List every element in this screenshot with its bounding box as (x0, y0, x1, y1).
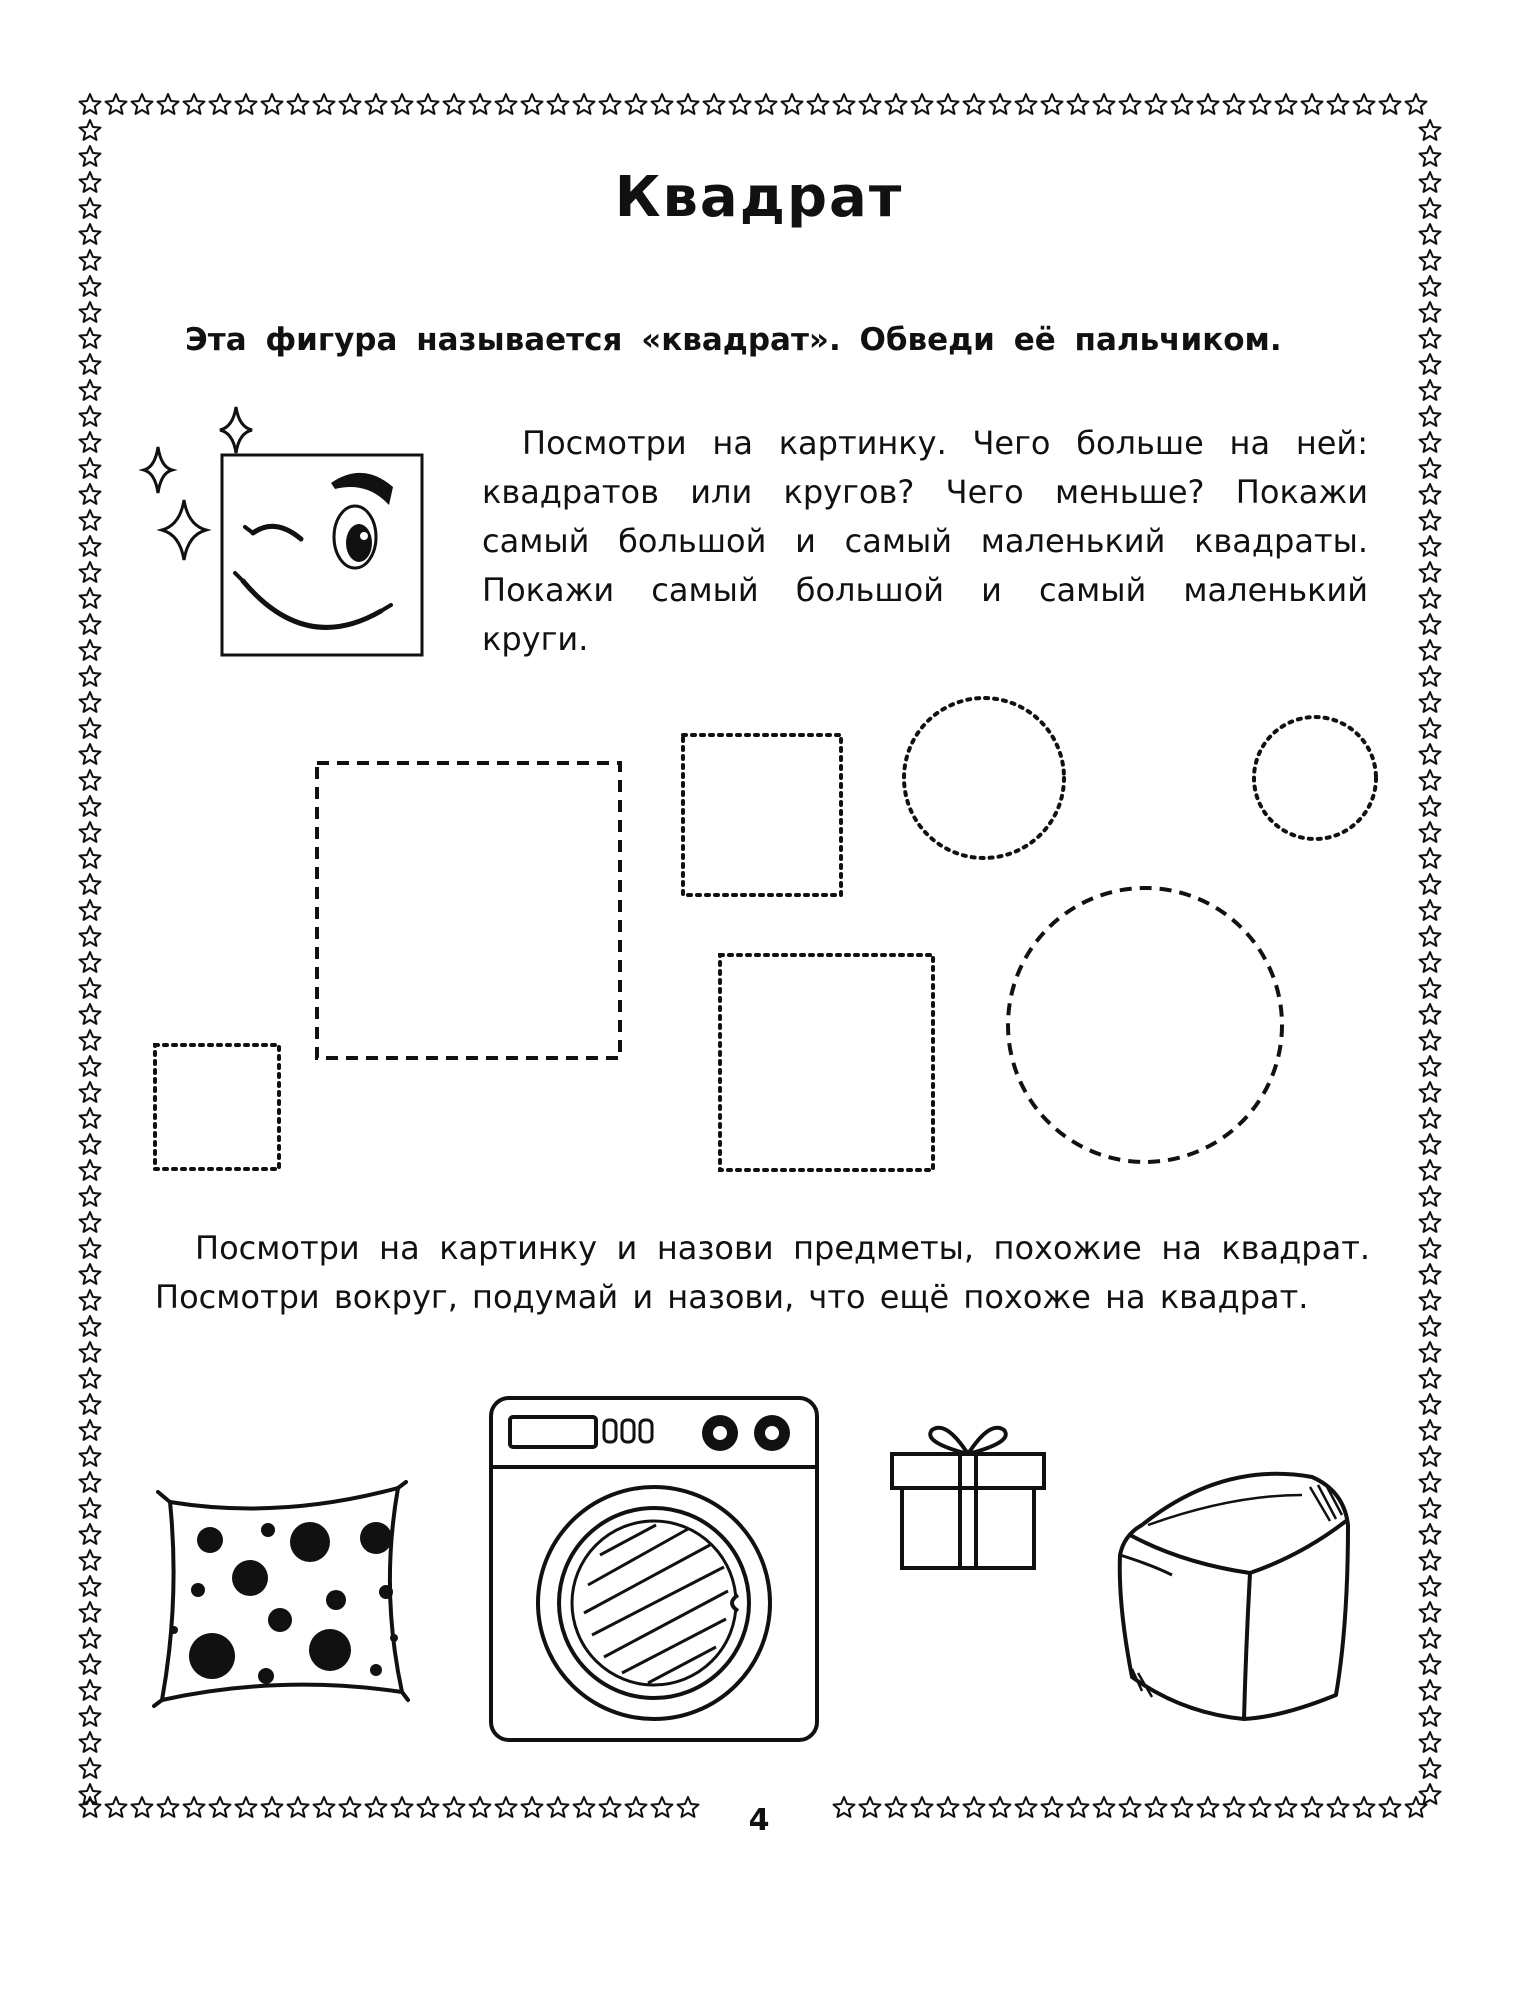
border-star-icon (184, 94, 205, 114)
border-star-icon (1420, 536, 1441, 556)
border-star-icon (80, 1498, 101, 1518)
border-star-icon (1420, 952, 1441, 972)
border-star-icon (80, 328, 101, 348)
border-star-icon (1420, 640, 1441, 660)
border-star-icon (80, 1238, 101, 1258)
border-star-icon (1420, 1732, 1441, 1752)
border-star-icon (340, 94, 361, 114)
border-star-icon (938, 94, 959, 114)
border-star-icon (314, 94, 335, 114)
border-star-icon (1420, 562, 1441, 582)
border-star-icon (80, 588, 101, 608)
border-star-icon (80, 1602, 101, 1622)
border-star-icon (1420, 1342, 1441, 1362)
sparkle-icon (144, 447, 172, 493)
border-star-icon (1420, 1316, 1441, 1336)
border-star-icon (80, 640, 101, 660)
border-star-icon (860, 94, 881, 114)
border-star-icon (1420, 1446, 1441, 1466)
border-star-icon (80, 1446, 101, 1466)
paragraph-find-objects: Посмотри на картинку и назови предметы, похожие на квадрат. Посмотри вокруг, подумай и назови, что ещё похоже на квадрат. (155, 1229, 1370, 1316)
border-star-icon (210, 94, 231, 114)
winking-square-character-icon (135, 405, 435, 675)
border-star-icon (1420, 458, 1441, 478)
pillow-icon (150, 1480, 410, 1710)
border-star-icon (80, 1576, 101, 1596)
border-star-icon (1420, 1576, 1441, 1596)
border-star-icon (1420, 146, 1441, 166)
border-star-icon (652, 94, 673, 114)
border-star-icon (1420, 744, 1441, 764)
border-star-icon (1420, 1290, 1441, 1310)
border-star-icon (80, 1524, 101, 1544)
border-star-icon (1420, 1264, 1441, 1284)
border-star-icon (1328, 94, 1349, 114)
border-star-icon (1420, 302, 1441, 322)
border-star-icon (80, 1108, 101, 1128)
border-star-icon (80, 536, 101, 556)
border-star-icon (80, 1160, 101, 1180)
border-star-icon (80, 1082, 101, 1102)
border-star-icon (366, 94, 387, 114)
border-star-icon (80, 146, 101, 166)
border-star-icon (444, 94, 465, 114)
border-star-icon (1420, 978, 1441, 998)
border-star-icon (80, 1056, 101, 1076)
border-star-icon (1420, 822, 1441, 842)
border-star-icon (1042, 94, 1063, 114)
border-star-icon (1420, 1030, 1441, 1050)
sparkle-icon (220, 407, 252, 453)
border-star-icon (80, 1030, 101, 1050)
border-star-icon (1420, 484, 1441, 504)
page-title: Квадрат (614, 165, 904, 230)
border-star-icon (808, 94, 829, 114)
border-star-icon (1420, 1550, 1441, 1570)
border-star-icon (80, 744, 101, 764)
border-star-icon (80, 1368, 101, 1388)
border-star-icon (80, 406, 101, 426)
border-star-icon (80, 1784, 101, 1804)
border-star-icon (1354, 94, 1375, 114)
page-number: 4 (748, 1803, 770, 1838)
border-star-icon (158, 94, 179, 114)
border-star-icon (106, 94, 127, 114)
border-star-icon (756, 94, 777, 114)
border-star-icon (80, 302, 101, 322)
border-star-icon (80, 510, 101, 530)
border-star-icon (80, 94, 101, 114)
border-star-icon (80, 1212, 101, 1232)
border-star-icon (1420, 1212, 1441, 1232)
sparkle-icon (162, 500, 206, 560)
border-star-icon (80, 1186, 101, 1206)
border-star-icon (80, 978, 101, 998)
border-star-icon (1420, 614, 1441, 634)
border-star-icon (1420, 1108, 1441, 1128)
border-star-icon (834, 94, 855, 114)
border-star-icon (80, 1290, 101, 1310)
border-star-icon (80, 120, 101, 140)
border-star-icon (678, 94, 699, 114)
border-star-icon (1420, 1628, 1441, 1648)
border-star-icon (80, 1316, 101, 1336)
pouf-cube-icon (1112, 1455, 1362, 1723)
border-star-icon (548, 94, 569, 114)
border-star-icon (1276, 94, 1297, 114)
border-star-icon (1016, 94, 1037, 114)
gift-box-icon (888, 1412, 1048, 1572)
border-star-icon (1420, 354, 1441, 374)
border-star-icon (1420, 1134, 1441, 1154)
border-star-icon (80, 1550, 101, 1570)
border-star-icon (80, 1680, 101, 1700)
border-star-icon (1420, 1056, 1441, 1076)
border-star-icon (1420, 588, 1441, 608)
border-star-icon (80, 276, 101, 296)
border-star-icon (1146, 94, 1167, 114)
border-star-icon (1380, 94, 1401, 114)
border-star-icon (704, 94, 725, 114)
border-star-icon (80, 1732, 101, 1752)
border-star-icon (80, 900, 101, 920)
border-star-icon (964, 94, 985, 114)
border-star-icon (1172, 94, 1193, 114)
border-star-icon (80, 354, 101, 374)
border-star-icon (1420, 1394, 1441, 1414)
border-star-icon (80, 562, 101, 582)
border-star-icon (1420, 510, 1441, 530)
border-star-icon (522, 94, 543, 114)
border-star-icon (80, 1654, 101, 1674)
border-star-icon (1420, 120, 1441, 140)
border-star-icon (730, 94, 751, 114)
border-star-icon (1420, 770, 1441, 790)
border-star-icon (80, 822, 101, 842)
border-star-icon (80, 484, 101, 504)
border-star-icon (1420, 328, 1441, 348)
border-star-icon (1420, 1420, 1441, 1440)
border-star-icon (80, 1394, 101, 1414)
border-star-icon (80, 458, 101, 478)
border-star-icon (80, 718, 101, 738)
border-star-icon (782, 94, 803, 114)
border-star-icon (80, 926, 101, 946)
border-star-icon (1420, 718, 1441, 738)
border-star-icon (1420, 1186, 1441, 1206)
border-star-icon (1420, 1706, 1441, 1726)
border-star-icon (1420, 1602, 1441, 1622)
border-star-icon (1224, 94, 1245, 114)
border-star-icon (574, 94, 595, 114)
border-star-icon (1406, 94, 1427, 114)
border-star-icon (1420, 276, 1441, 296)
border-star-icon (80, 1134, 101, 1154)
border-star-icon (1420, 1654, 1441, 1674)
border-star-icon (1420, 1368, 1441, 1388)
border-star-icon (80, 666, 101, 686)
border-star-icon (470, 94, 491, 114)
border-star-icon (80, 1472, 101, 1492)
border-star-icon (626, 94, 647, 114)
border-star-icon (1420, 692, 1441, 712)
border-star-icon (1420, 1472, 1441, 1492)
border-star-icon (990, 94, 1011, 114)
border-star-icon (288, 94, 309, 114)
border-star-icon (1420, 380, 1441, 400)
border-star-icon (80, 1706, 101, 1726)
border-star-icon (1420, 1160, 1441, 1180)
border-star-icon (1420, 926, 1441, 946)
border-star-icon (1250, 94, 1271, 114)
border-star-icon (80, 250, 101, 270)
border-star-icon (1068, 94, 1089, 114)
border-star-icon (80, 692, 101, 712)
border-star-icon (80, 848, 101, 868)
border-star-icon (1420, 406, 1441, 426)
washing-machine-icon (488, 1395, 820, 1743)
border-star-icon (886, 94, 907, 114)
border-star-icon (80, 1628, 101, 1648)
border-star-icon (1198, 94, 1219, 114)
border-star-icon (80, 380, 101, 400)
border-star-icon (418, 94, 439, 114)
border-star-icon (496, 94, 517, 114)
border-star-icon (1420, 1004, 1441, 1024)
border-star-icon (80, 432, 101, 452)
border-star-icon (1420, 1758, 1441, 1778)
border-star-icon (80, 770, 101, 790)
border-star-icon (1420, 1680, 1441, 1700)
border-star-icon (1420, 1784, 1441, 1804)
border-star-icon (1420, 1238, 1441, 1258)
border-star-icon (80, 1420, 101, 1440)
instruction-text: Эта фигура называется «квадрат». Обведи её пальчиком. (185, 322, 1282, 358)
border-star-icon (1420, 1082, 1441, 1102)
border-star-icon (1420, 432, 1441, 452)
border-star-icon (1420, 1524, 1441, 1544)
border-star-icon (80, 952, 101, 972)
border-star-icon (80, 1758, 101, 1778)
border-star-icon (1420, 874, 1441, 894)
border-star-icon (1420, 900, 1441, 920)
border-star-icon (1420, 1498, 1441, 1518)
border-star-icon (1420, 796, 1441, 816)
border-star-icon (80, 874, 101, 894)
border-star-icon (600, 94, 621, 114)
border-star-icon (262, 94, 283, 114)
border-star-icon (1120, 94, 1141, 114)
border-star-icon (392, 94, 413, 114)
border-star-icon (912, 94, 933, 114)
border-star-icon (80, 1342, 101, 1362)
border-star-icon (1302, 94, 1323, 114)
border-star-icon (80, 614, 101, 634)
border-star-icon (132, 94, 153, 114)
border-star-icon (80, 1264, 101, 1284)
border-star-icon (1420, 848, 1441, 868)
border-star-icon (1420, 250, 1441, 270)
paragraph-count-shapes: Посмотри на картинку. Чего больше на ней: квадратов или кругов? Чего меньше? Покажи самый большой и самый маленький квадраты. Покажи самый большой и самый маленький круги. (482, 424, 1368, 658)
border-star-icon (236, 94, 257, 114)
border-star-icon (80, 796, 101, 816)
border-star-icon (80, 1004, 101, 1024)
border-star-icon (1094, 94, 1115, 114)
border-star-icon (1420, 666, 1441, 686)
